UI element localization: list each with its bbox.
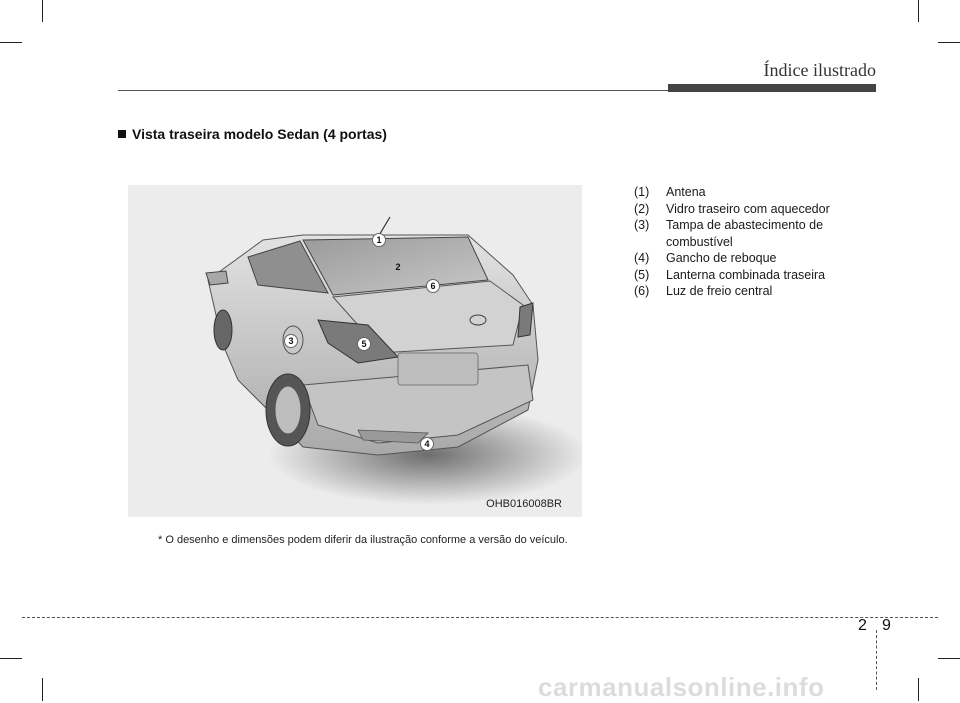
legend-text: Antena xyxy=(666,185,706,199)
watermark: carmanualsonline.info xyxy=(538,672,825,702)
crop-mark xyxy=(42,0,43,22)
legend-number: (5) xyxy=(634,267,650,282)
legend-number: (2) xyxy=(634,201,650,216)
crop-mark xyxy=(918,0,919,22)
legend-text: Luz de freio central xyxy=(666,284,773,298)
legend-number: (1) xyxy=(634,185,650,199)
crop-mark xyxy=(42,678,43,701)
header-rule-bar xyxy=(668,84,876,92)
legend-text: Tampa de abastecimento de combustível xyxy=(666,218,824,249)
legend-item xyxy=(634,283,864,300)
callout-3: 3 xyxy=(284,334,298,348)
callout-1: 1 xyxy=(372,233,386,247)
square-bullet-icon xyxy=(118,130,126,138)
section-number: 2 xyxy=(858,617,867,634)
legend-item xyxy=(634,184,864,201)
section-heading-text: Vista traseira modelo Sedan (4 portas) xyxy=(132,126,387,142)
legend-text: Gancho de reboque xyxy=(666,251,777,265)
legend-text: Vidro traseiro com aquecedor xyxy=(666,201,830,216)
callout-2: 2 xyxy=(395,262,401,272)
car-rear-illustration xyxy=(128,185,582,517)
legend-number: (3) xyxy=(634,218,650,232)
section-heading xyxy=(118,126,387,142)
callout-6: 6 xyxy=(426,279,440,293)
footer-dashed-divider xyxy=(876,630,877,690)
legend-number: (4) xyxy=(634,251,650,265)
legend-item xyxy=(634,267,864,284)
figure-code: OHB016008BR xyxy=(486,498,562,510)
legend-number: (6) xyxy=(634,284,650,298)
crop-mark xyxy=(938,658,960,659)
callout-5: 5 xyxy=(357,337,371,351)
page-header-title: Índice ilustrado xyxy=(763,60,876,80)
footer-dashed-rule xyxy=(22,617,938,618)
page-number: 9 xyxy=(882,617,891,634)
legend-text: Lanterna combinada traseira xyxy=(666,267,826,282)
crop-mark xyxy=(0,658,22,659)
callout-4: 4 xyxy=(420,437,434,451)
legend-item xyxy=(634,217,864,250)
crop-mark xyxy=(938,42,960,43)
car-drawing xyxy=(128,185,582,517)
legend-item xyxy=(634,250,864,267)
figure-footnote: * O desenho e dimensões podem diferir da ilustração conforme a versão do veículo. xyxy=(158,534,568,546)
crop-mark xyxy=(918,678,919,701)
legend-item xyxy=(634,201,864,218)
legend-list xyxy=(634,184,864,300)
crop-mark xyxy=(0,42,22,43)
header-rule xyxy=(118,90,668,91)
